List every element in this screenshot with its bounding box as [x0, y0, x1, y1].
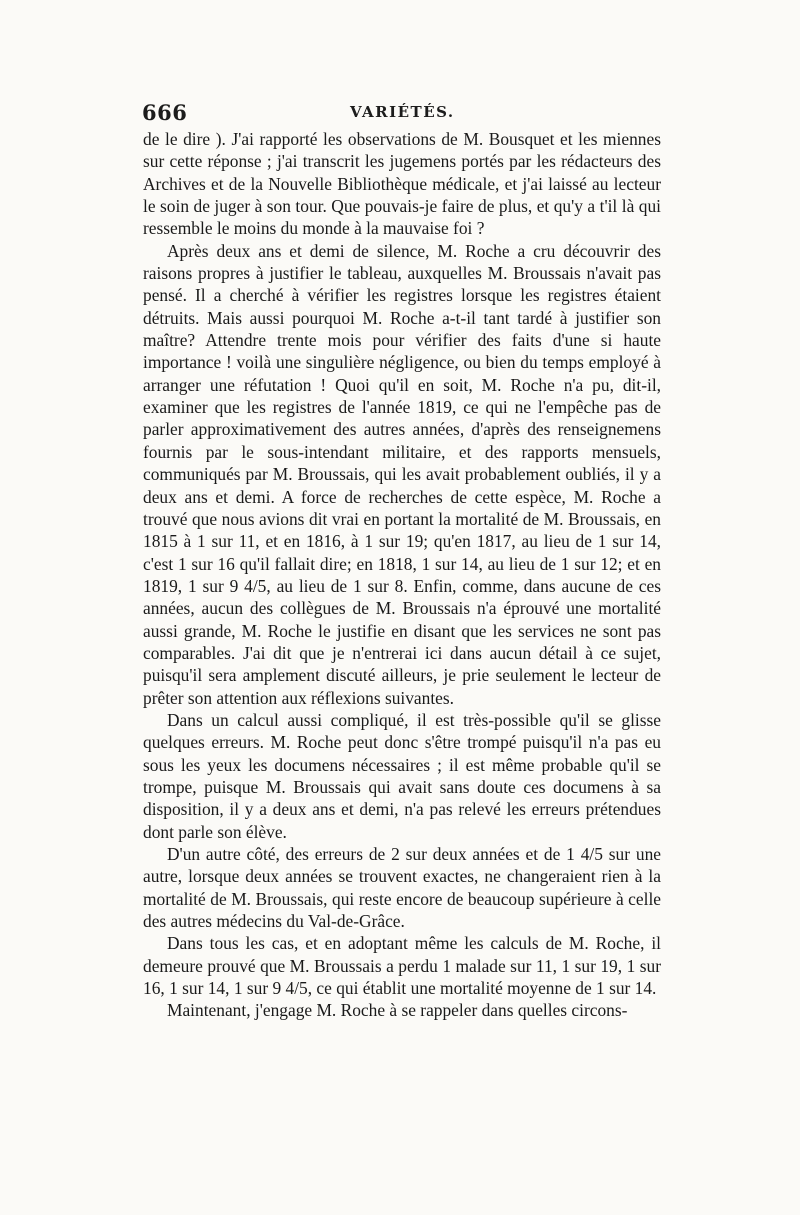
- paragraph-calcul-complique: Dans un calcul aussi compliqué, il est très-possible qu'il se glisse quelques erreurs. M. Roche peut donc s'être trompé puisqu'il n'a pas eu sous les yeux les documens nécessaires ; il est même probable qu'il se trompe, puisque M. Broussais qui avait sans doute ces documens à sa disposition, il y a deux ans et demi, n'a pas relevé les erreurs prétendues dont parle son élève.: [143, 709, 661, 842]
- body-text: [143, 128, 661, 1022]
- paragraph-maintenant: Maintenant, j'engage M. Roche à se rappeler dans quelles circons-: [167, 1000, 628, 1021]
- running-head: VARIÉTÉS.: [350, 103, 455, 121]
- paragraph-roche-tableau: Après deux ans et demi de silence, M. Roche a cru découvrir des raisons propres à justifier le tableau, auxquelles M. Broussais n'avait pas pensé. Il a cherché à vérifier les registres lorsque les registres étaient détruits. Mais aussi pourquoi M. Roche a-t-il tant tardé à justifier son maître? Attendre trente mois pour vérifier des faits d'une si haute importance ! voilà une singulière négligence, ou bien du temps employé à arranger une réfutation ! Quoi qu'il en soit, M. Roche n'a pu, dit-il, examiner que les registres de l'année 1819, ce qui ne l'empêche pas de parler approximativement des autres années, d'après des renseignemens fournis par le sous-intendant militaire, et des rapports mensuels, communiqués par M. Broussais, qui les avait probablement oubliés, il y a deux ans et demi. A force de recherches de cette espèce, M. Roche a trouvé que nous avions dit vrai en portant la mortalité de M. Broussais, en 1815 à 1 sur 11, et en 1816, à 1 sur 19; qu'en 1817, au lieu de 1 sur 14, c'est 1 sur 16 qu'il fallait dire; en 1818, 1 sur 14, au lieu de 1 sur 12; et en 1819, 1 sur 9 4/5, au lieu de 1 sur 8. Enfin, comme, dans aucune de ces années, aucun des collègues de M. Broussais n'a éprouvé une mortalité aussi grande, M. Roche le justifie en disant que les services ne sont pas comparables. J'ai dit que je n'entrerai ici dans aucun détail à ce sujet, puisqu'il sera amplement discuté ailleurs, je prie seulement le lecteur de prêter son attention aux réflexions suivantes.: [143, 240, 661, 708]
- paragraph-autre-cote: D'un autre côté, des erreurs de 2 sur deux années et de 1 4/5 sur une autre, lorsque deux années se trouvent exactes, ne changeraient rien à la mortalité de M. Broussais, qui reste encore de beaucoup supérieure à celle des autres médecins du Val-de-Grâce.: [143, 844, 661, 932]
- page-header: [142, 100, 662, 130]
- paragraph-continuation: de le dire ). J'ai rapporté les observations de M. Bousquet et les miennes sur cette réponse ; j'ai transcrit les jugemens portés par les rédacteurs des Archives et de la Nouvelle Bibliothèque médicale, et j'ai laissé au lecteur le soin de juger à son tour. Que pouvais-je faire de plus, et qu'y a t'il là qui ressemble le moins du monde à la mauvaise foi ?: [143, 129, 661, 239]
- paragraph-tous-les-cas: Dans tous les cas, et en adoptant même les calculs de M. Roche, il demeure prouvé que M. Broussais a perdu 1 malade sur 11, 1 sur 19, 1 sur 16, 1 sur 14, 1 sur 9 4/5, ce qui établit une mortalité moyenne de 1 sur 14.: [143, 933, 661, 999]
- page-number: 666: [142, 100, 188, 125]
